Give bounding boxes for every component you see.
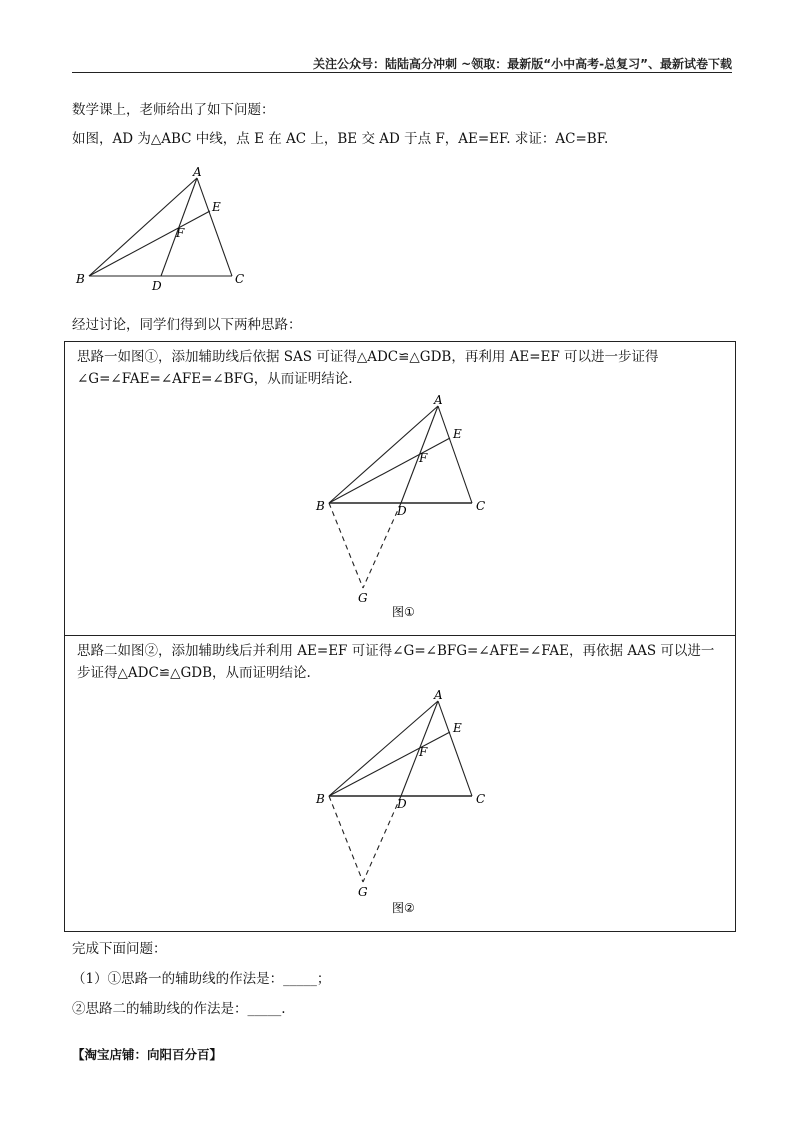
label-G: G [358, 885, 368, 899]
label-F: F [419, 745, 428, 759]
label-F: F [419, 451, 428, 465]
label-F: F [176, 226, 185, 240]
label-B: B [76, 272, 85, 286]
dashed-BG [329, 503, 363, 588]
question-2: ②思路二的辅助线的作法是：_____. [72, 1001, 286, 1017]
label-C: C [476, 499, 486, 513]
label-E: E [453, 721, 462, 735]
task-text: 完成下面问题： [72, 941, 167, 957]
label-D: D [152, 279, 162, 293]
idea2-text: 思路二如图②，添加辅助线后并利用 AE=EF 可证得∠G=∠BFG=∠AFE=∠FAE，再依据 AAS 可以进一步证得△ADC≌△GDB，从而证明结论. [77, 643, 715, 681]
label-A: A [193, 165, 202, 179]
discussion-text: 经过讨论，同学们得到以下两种思路： [72, 317, 302, 333]
page-header: 关注公众号：陆陆高分冲刺 ~领取：最新版“小中高考-总复习”、最新试卷下载 [313, 57, 732, 71]
idea1-text: 思路一如图①，添加辅助线后依据 SAS 可证得△ADC≌△GDB，再利用 AE=EF 可以进一步证得∠G=∠FAE=∠AFE=∠BFG，从而证明结论. [77, 349, 659, 387]
label-G: G [358, 591, 368, 605]
caption-fig2: 图② [392, 901, 415, 915]
label-B: B [316, 792, 325, 806]
label-E: E [212, 200, 221, 214]
problem-text: 如图，AD 为△ABC 中线，点 E 在 AC 上，BE 交 AD 于点 F，AE=EF. 求证：AC=BF. [72, 131, 609, 147]
figure-triangle [70, 162, 260, 294]
label-D: D [397, 797, 407, 811]
figure-1 [310, 390, 500, 620]
caption-fig1: 图① [392, 605, 415, 619]
label-C: C [235, 272, 245, 286]
label-A: A [434, 393, 443, 407]
question-1: （1）①思路一的辅助线的作法是：_____； [72, 971, 331, 987]
label-D: D [397, 504, 407, 518]
label-E: E [453, 427, 462, 441]
dashed-DG [363, 503, 401, 588]
label-C: C [476, 792, 486, 806]
label-B: B [316, 499, 325, 513]
footer-text: 【淘宝店铺：向阳百分百】 [72, 1047, 223, 1062]
intro-text: 数学课上，老师给出了如下问题： [72, 102, 275, 118]
segment-AC [197, 178, 232, 276]
label-A: A [434, 688, 443, 702]
header-rule [72, 72, 732, 73]
figure-2 [310, 685, 500, 915]
